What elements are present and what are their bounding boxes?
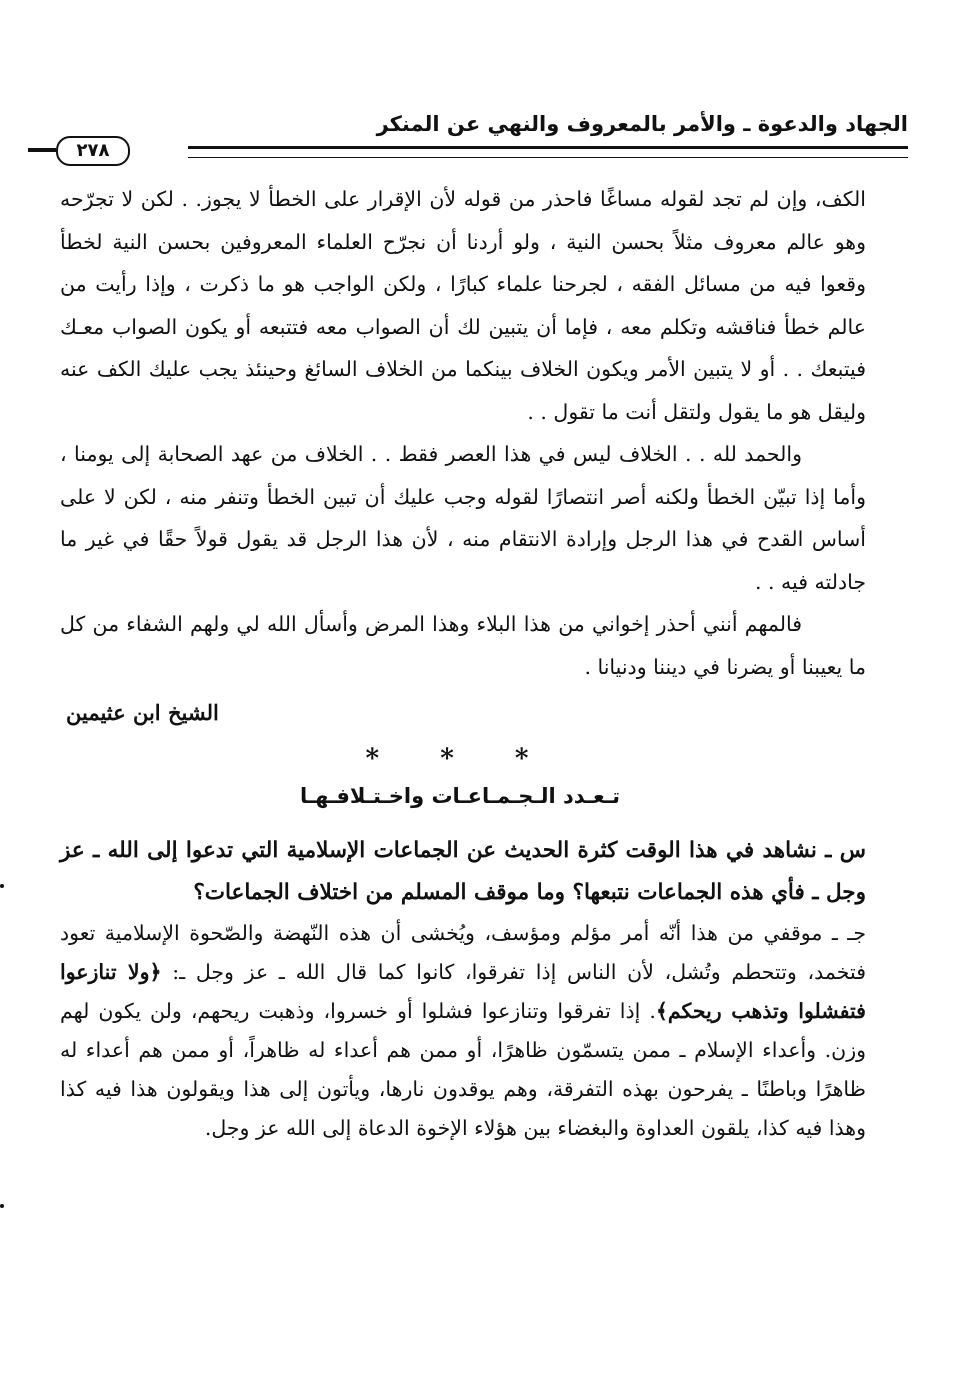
paragraph-2: والحمد لله . . الخلاف ليس في هذا العصر فقط . . الخلاف من عهد الصحابة إلى يومنا ، وأما إذا تبيّن الخطأ ولكنه أصر انتصارًا لقوله وجب عليك أن تبين الخطأ وتنفر منه ، لكن لا على أساس القدح في هذا الرجل وإرادة الانتقام منه ، لأن هذا الرجل قد يقول قولاً حقًا في غير ما جادلته فيه . . — [60, 442, 866, 594]
header-title: الجهاد والدعوة ـ والأمر بالمعروف والنهي عن المنكر — [376, 112, 908, 136]
scan-mark — [0, 884, 4, 888]
page-number: ٢٧٨ — [56, 136, 130, 166]
quran-quote: ﴿ولا تنازعوا فتفشلوا وتذهب ريحكم﴾ — [60, 960, 866, 1023]
running-header — [28, 112, 908, 172]
answer — [60, 914, 866, 1148]
answer-text-1: جـ ـ موقفي من هذا أنّه أمر مؤلم ومؤسف، ويُخشى أن هذه النّهضة والصّحوة الإسلامية تعود فتخمد، وتتحطم وتُشل، لأن الناس إذا تفرقوا، كانوا كما قال الله ـ عز وجل ـ: — [60, 921, 866, 984]
signature: الشيخ ابن عثيمين — [66, 700, 219, 725]
section-heading: تـعـدد الـجـمـاعـات واخـتـلافـهـا — [300, 784, 620, 808]
paragraph-3: فالمهم أنني أحذر إخواني من هذا البلاء وهذا المرض وأسأل الله لي ولهم الشفاء من كل ما يعيبنا أو يضرنا في ديننا ودنيانا . — [60, 612, 866, 679]
header-rule — [188, 146, 908, 158]
question: س ـ نشاهد في هذا الوقت كثرة الحديث عن الجماعات الإسلامية التي تدعوا إلى الله ـ عز وجل ـ فأي هذه الجماعات نتبعها؟ وما موقف المسلم من اختلاف الجماعات؟ — [60, 838, 866, 905]
scan-mark — [0, 1204, 4, 1208]
paragraph-1: الكف، وإن لم تجد لقوله مساغًا فاحذر من قوله لأن الإقرار على الخطأ لا يجوز. . لكن لا تجرّحه وهو عالم معروف مثلاً بحسن النية ، ولو أردنا أن نجرّح العلماء المعروفين بحسن النية لخطأ وقعوا فيه من مسائل الفقه ، لجرحنا علماء كبارًا ، ولكن الواجب هو ما ذكرت ، وإذا رأيت من عالم خطأ فناقشه وتكلم معه ، فإما أن يتبين لك أن الصواب معه فتتبعه أو يكون الصواب معـك فيتبعك . . أو لا يتبين الأمر ويكون الخلاف بينكما من الخلاف السائغ وحينئذ يجب عليك الكف عنه وليقل هو ما يقول ولتقل أنت ما تقول . . — [60, 187, 866, 424]
section-separator: * * * — [365, 744, 555, 774]
page-number-dash — [28, 148, 56, 152]
body-text — [60, 178, 866, 688]
question-answer — [60, 830, 866, 1148]
answer-text-2: . إذا تفرقوا وتنازعوا فشلوا أو خسروا، وذهبت ريحهم، ولن يكون لهم وزن. وأعداء الإسلام ـ ممن يتسمّون ظاهرًا، أو ممن هم أعداء له ظاهراً، أو ممن هم أعداء له ظاهرًا وباطنًا ـ يفرحون بهذه التفرقة، وهم يوقدون نارها، ويأتون إلى هذا ويقولون هذا فيه كذا وهذا فيه كذا، يلقون العداوة والبغضاء بين هؤلاء الإخوة الدعاة إلى الله عز وجل. — [60, 999, 866, 1140]
